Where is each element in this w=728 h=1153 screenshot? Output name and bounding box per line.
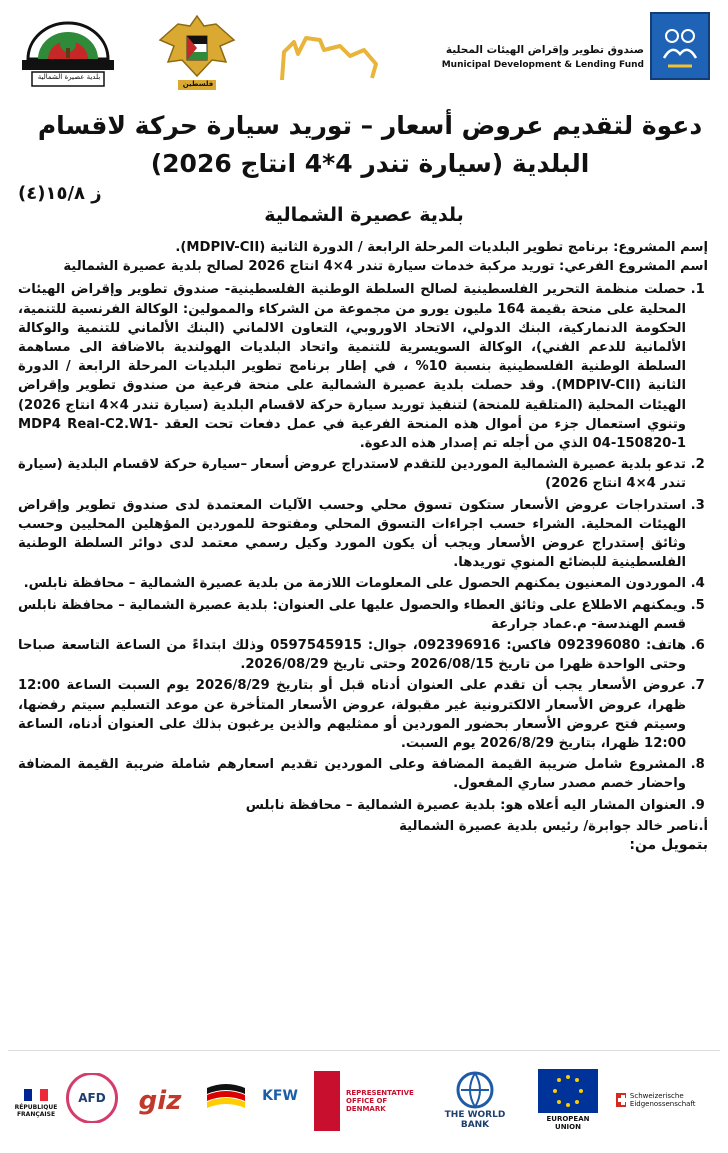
subproject-name: اسم المشروع الفرعي: توريد مركبة خدمات سيارة تندر 4×4 انتاج 2026 لصالح بلدية عصيرة الشمالية: [63, 259, 708, 275]
mdlf-name-en: Municipal Development & Lending Fund: [441, 60, 644, 70]
afd-circle-icon: [66, 1073, 118, 1123]
reference-number: ز ١٥/٨(٤): [18, 183, 102, 204]
list-item: 3. استدراجات عروض الأسعار ستكون تسوق محلي وحسب الآليات المعتمدة لدى صندوق تطوير وإقراض الهيئات المحلية. الشراء حسب اجراءات التسوق المحلي ومفتوحة للموردين المؤهلين المحليين وحسب وثائق إستدراج عروض الأسعار ويجب أن يكون المورد وكيل رسمي معتمد لدى دوائر السلطة الوطنية الفلسطينية للبضائع المنوي توريدها.: [18, 496, 686, 573]
list-item: 7. عروض الأسعار يجب أن تقدم على العنوان أدناه قبل أو بتاريخ 2026/8/29 يوم السبت الساعة 12:00 ظهرا، عروض الأسعار الالكترونية غير مقبولة، عروض الأسعار المتأخرة عن موعد التسليم سيتم رفضها، وسيتم فتح عروض الأسعار بحضور الموردين أو ممثليهم والذين يرغبون بذلك على العنوان أدناه، الساعة 12:00 ظهرا، بتاريخ 2026/8/29 يوم السبت.: [18, 676, 686, 753]
decorative-outline-icon: [276, 30, 384, 86]
swiss-cross-icon: [616, 1093, 626, 1107]
danish-crown-icon: [314, 1071, 340, 1131]
denmark-logo: [310, 1065, 420, 1137]
emblem-caption: فلسطين: [182, 80, 214, 88]
header: [0, 0, 728, 100]
french-flag-icon: [24, 1089, 48, 1101]
afd-name: AFD: [78, 1091, 106, 1105]
municipality-subtitle: بلدية عصيرة الشمالية: [264, 204, 464, 226]
globe-icon: [455, 1070, 495, 1110]
list-item: 6. هاتف: 092396080 فاكس: 092396916، جوال: 0597545915 وذلك ابتداءً من الساعة التاسعة صباحا وحتى الواحدة ظهرا من تاريخ 2026/08/15 وحتى تاريخ 2026/08/29.: [18, 636, 686, 674]
funders-strip: [8, 1050, 720, 1146]
eu-logo: [536, 1059, 600, 1141]
giz-name: giz: [138, 1086, 182, 1116]
list-item: 9. العنوان المشار اليه أعلاه هو: بلدية عصيرة الشمالية – محافظة نابلس: [18, 796, 686, 815]
afd-logo: [64, 1073, 120, 1123]
german-cooperation-logo: [200, 1073, 252, 1123]
list-item: 2. تدعو بلدية عصيرة الشمالية الموردين للتقدم لاستدراج عروض أسعار –سيارة حركة لاقسام البلدية (سيارة تندر 4×4 انتاج 2026): [18, 455, 686, 493]
mdlf-name-ar: صندوق تطوير وإقراض الهيئات المحلية: [445, 44, 644, 56]
swiss-name: Schweizerische Eidgenossenschaft: [629, 1092, 696, 1108]
german-flag-wave-icon: [203, 1078, 249, 1118]
title-line-2: البلدية (سيارة تندر 4*4 انتاج 2026): [150, 149, 590, 178]
conditions-list: [18, 280, 708, 814]
world-bank-logo: [430, 1059, 520, 1141]
mdlf-badge-icon: [650, 12, 710, 80]
world-bank-name: THE WORLD BANK: [444, 1110, 506, 1130]
funding-label: بتمويل من:: [629, 837, 708, 854]
project-name: إسم المشروع: برنامج تطوير البلديات المرحلة الرابعة / الدورة الثانية (MDPIV-CII).: [175, 240, 708, 255]
eu-flag-icon: [538, 1069, 598, 1113]
list-item: 1. حصلت منظمة التحرير الفلسطينية لصالح السلطة الوطنية الفلسطينية- صندوق تطوير وإقراض الهيئات المحلية على منحة بقيمة 164 مليون يورو من مجموعة من الشركاء والممولين: الوكالة الفرنسية للتنمية، الحكومة الدنماركية، البنك الدولي، الاتحاد الاوروبي، التعاون الالماني (البنك الألماني للتنمية والوكالة الألمانية للدعم الفني)، الوكالة السويسرية للتنمية واتحاد البلديات الهولندية بالاضافة الى مساهمة السلطة الوطنية الفلسطينية بنسبة 10% ، في إطار برنامج تطوير البلديات المرحلة الرابعة / الدورة الثانية (MDPIV-CII). وقد حصلت بلدية عصيرة الشمالية على منحة فرعية من صندوق تطوير وإقراض الهيئات المحلية (المتلقية للمنحة) لتنفيذ توريد سيارة حركة لاقسام البلدية (سيارة تندر 4×4 انتاج 2026) وتنوي استعمال جزء من أموال هذه المنحة الفرعية في عمل دفعات تحت العقد MDP4 Real-C2.W1-04-150820-1 الذي من أجله تم إصدار هذه الدعوة.: [18, 280, 686, 453]
kfw-name: KFW: [262, 1088, 298, 1104]
mdlf-logo: [410, 12, 710, 82]
denmark-name: REPRESENTATIVE OFFICE OF DENMARK: [346, 1089, 414, 1113]
giz-logo: [130, 1071, 190, 1131]
announcement-body: [18, 238, 708, 855]
list-item: 4. الموردون المعنيون يمكنهم الحصول على المعلومات اللازمة من بلدية عصيرة الشمالية – محافظة نابلس.: [18, 574, 686, 593]
municipality-logo-text: بلدية عصيرة الشمالية: [37, 73, 101, 81]
list-item: 5. ويمكنهم الاطلاع على وثائق العطاء والحصول عليها على العنوان: بلدية عصيرة الشمالية – محافظة نابلس قسم الهندسة- م.عماد جرارعة: [18, 596, 686, 634]
france-logo: [12, 1073, 60, 1133]
list-item: 8. المشروع شامل ضريبة القيمة المضافة وعلى الموردين تقديم اسعارهم شاملة ضريبة القيمة المضافة واحضار خصم مصدر ساري المفعول.: [18, 755, 686, 793]
title-line-1: دعوة لتقديم عروض أسعار – توريد سيارة حركة لاقسام: [37, 111, 703, 140]
signature: أ.ناصر خالد جوابرة/ رئيس بلدية عصيرة الشمالية: [399, 818, 708, 834]
france-name: RÉPUBLIQUE FRANÇAISE: [14, 1103, 58, 1118]
eu-name: EUROPEAN UNION: [546, 1115, 590, 1131]
kfw-logo: [260, 1081, 300, 1111]
swiss-logo: [616, 1061, 716, 1139]
